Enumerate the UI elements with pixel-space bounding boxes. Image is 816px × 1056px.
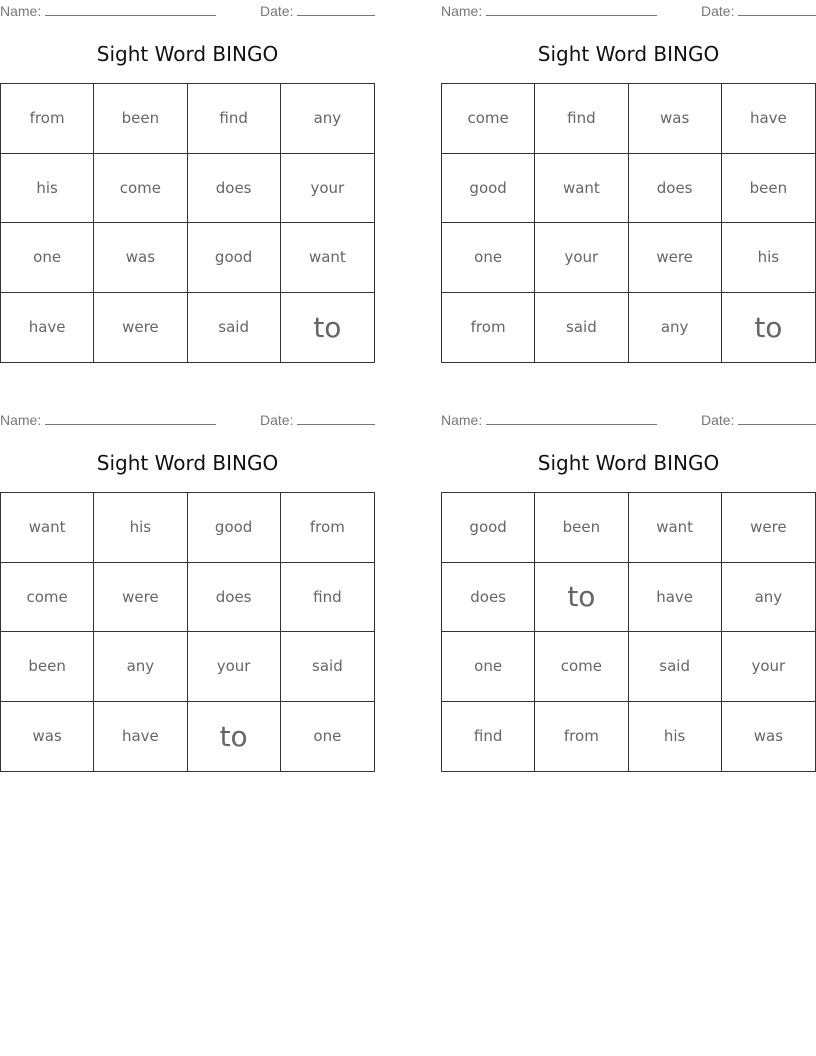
name-label: Name: xyxy=(441,3,483,19)
name-date-header xyxy=(0,3,375,19)
bingo-cell: your xyxy=(722,632,815,702)
bingo-cell: was xyxy=(1,702,94,772)
bingo-cell: been xyxy=(1,632,94,702)
bingo-cell: one xyxy=(313,727,342,746)
bingo-cell: been xyxy=(722,154,815,224)
name-field xyxy=(441,3,657,19)
bingo-cell: good xyxy=(442,154,535,224)
bingo-cell: have xyxy=(722,84,815,154)
bingo-cell: was xyxy=(629,84,722,154)
date-field xyxy=(701,412,816,428)
bingo-cell: to xyxy=(313,310,342,344)
date-label: Date: xyxy=(701,412,735,428)
bingo-cell: come xyxy=(535,632,628,702)
bingo-grid xyxy=(441,83,816,363)
name-date-header xyxy=(441,3,816,19)
bingo-cell: have xyxy=(1,293,94,363)
bingo-cell: his xyxy=(94,493,187,563)
bingo-cell: any xyxy=(281,84,374,154)
bingo-card xyxy=(441,409,816,779)
bingo-cell: want xyxy=(535,154,628,224)
bingo-cell: said xyxy=(281,632,374,702)
name-blank-line xyxy=(486,3,657,16)
bingo-cell: come xyxy=(1,563,94,633)
bingo-cell: from xyxy=(281,493,374,563)
bingo-cell: one xyxy=(1,223,94,293)
name-blank-line xyxy=(45,3,216,16)
bingo-cell: find xyxy=(535,84,628,154)
bingo-cell: have xyxy=(629,563,722,633)
bingo-cell: one xyxy=(442,223,535,293)
bingo-cell: your xyxy=(188,632,281,702)
bingo-grid xyxy=(0,83,375,363)
bingo-cell: was xyxy=(753,727,784,746)
bingo-card xyxy=(0,409,375,779)
bingo-cell: from xyxy=(1,84,94,154)
name-field xyxy=(0,412,216,428)
name-label: Name: xyxy=(441,412,483,428)
bingo-cell: want xyxy=(281,223,374,293)
name-date-header xyxy=(0,412,375,428)
bingo-cell: good xyxy=(188,493,281,563)
bingo-cell: from xyxy=(535,702,628,772)
card-title: Sight Word BINGO xyxy=(537,42,720,66)
bingo-card xyxy=(441,0,816,370)
bingo-cell: from xyxy=(442,293,535,363)
card-title: Sight Word BINGO xyxy=(96,451,279,475)
bingo-grid xyxy=(0,492,375,772)
date-blank-line xyxy=(297,3,375,16)
bingo-cell: been xyxy=(535,493,628,563)
bingo-cell: were xyxy=(94,293,187,363)
bingo-cell: want xyxy=(1,493,94,563)
date-blank-line xyxy=(738,3,816,16)
date-label: Date: xyxy=(260,3,294,19)
bingo-cell: find xyxy=(281,563,374,633)
bingo-cell: his xyxy=(629,702,722,772)
bingo-cell: does xyxy=(188,563,281,633)
bingo-cell: want xyxy=(629,493,722,563)
bingo-cell: were xyxy=(629,223,722,293)
bingo-cell: were xyxy=(94,563,187,633)
date-blank-line xyxy=(297,412,375,425)
date-field xyxy=(260,412,375,428)
bingo-cell: find xyxy=(442,702,535,772)
bingo-cell: was xyxy=(94,223,187,293)
name-blank-line xyxy=(45,412,216,425)
name-field xyxy=(441,412,657,428)
date-label: Date: xyxy=(260,412,294,428)
date-field xyxy=(260,3,375,19)
bingo-cell: your xyxy=(535,223,628,293)
bingo-cell: any xyxy=(94,632,187,702)
bingo-cell: said xyxy=(629,632,722,702)
bingo-cell: to xyxy=(535,563,628,633)
bingo-cell: said xyxy=(535,293,628,363)
bingo-cell: one xyxy=(442,632,535,702)
card-title: Sight Word BINGO xyxy=(96,42,279,66)
name-date-header xyxy=(441,412,816,428)
bingo-cell: good xyxy=(188,223,281,293)
bingo-card xyxy=(0,0,375,370)
bingo-cell: his xyxy=(1,154,94,224)
bingo-cell: to xyxy=(188,702,281,772)
name-blank-line xyxy=(486,412,657,425)
bingo-cell: good xyxy=(442,493,535,563)
bingo-cell: come xyxy=(442,84,535,154)
bingo-cell: come xyxy=(94,154,187,224)
date-label: Date: xyxy=(701,3,735,19)
bingo-cell: find xyxy=(188,84,281,154)
bingo-cell: were xyxy=(722,493,815,563)
date-blank-line xyxy=(738,412,816,425)
bingo-cell: any xyxy=(629,293,722,363)
bingo-cell: have xyxy=(94,702,187,772)
bingo-cell: his xyxy=(722,223,815,293)
bingo-cell: does xyxy=(188,154,281,224)
bingo-cell: any xyxy=(722,563,815,633)
bingo-cell: your xyxy=(281,154,374,224)
name-label: Name: xyxy=(0,3,42,19)
bingo-cell: does xyxy=(629,154,722,224)
bingo-cell: does xyxy=(442,563,535,633)
bingo-grid xyxy=(441,492,816,772)
name-field xyxy=(0,3,216,19)
bingo-cell: to xyxy=(754,310,783,344)
card-title: Sight Word BINGO xyxy=(537,451,720,475)
bingo-cell: said xyxy=(188,293,281,363)
name-label: Name: xyxy=(0,412,42,428)
date-field xyxy=(701,3,816,19)
bingo-cell: been xyxy=(94,84,187,154)
